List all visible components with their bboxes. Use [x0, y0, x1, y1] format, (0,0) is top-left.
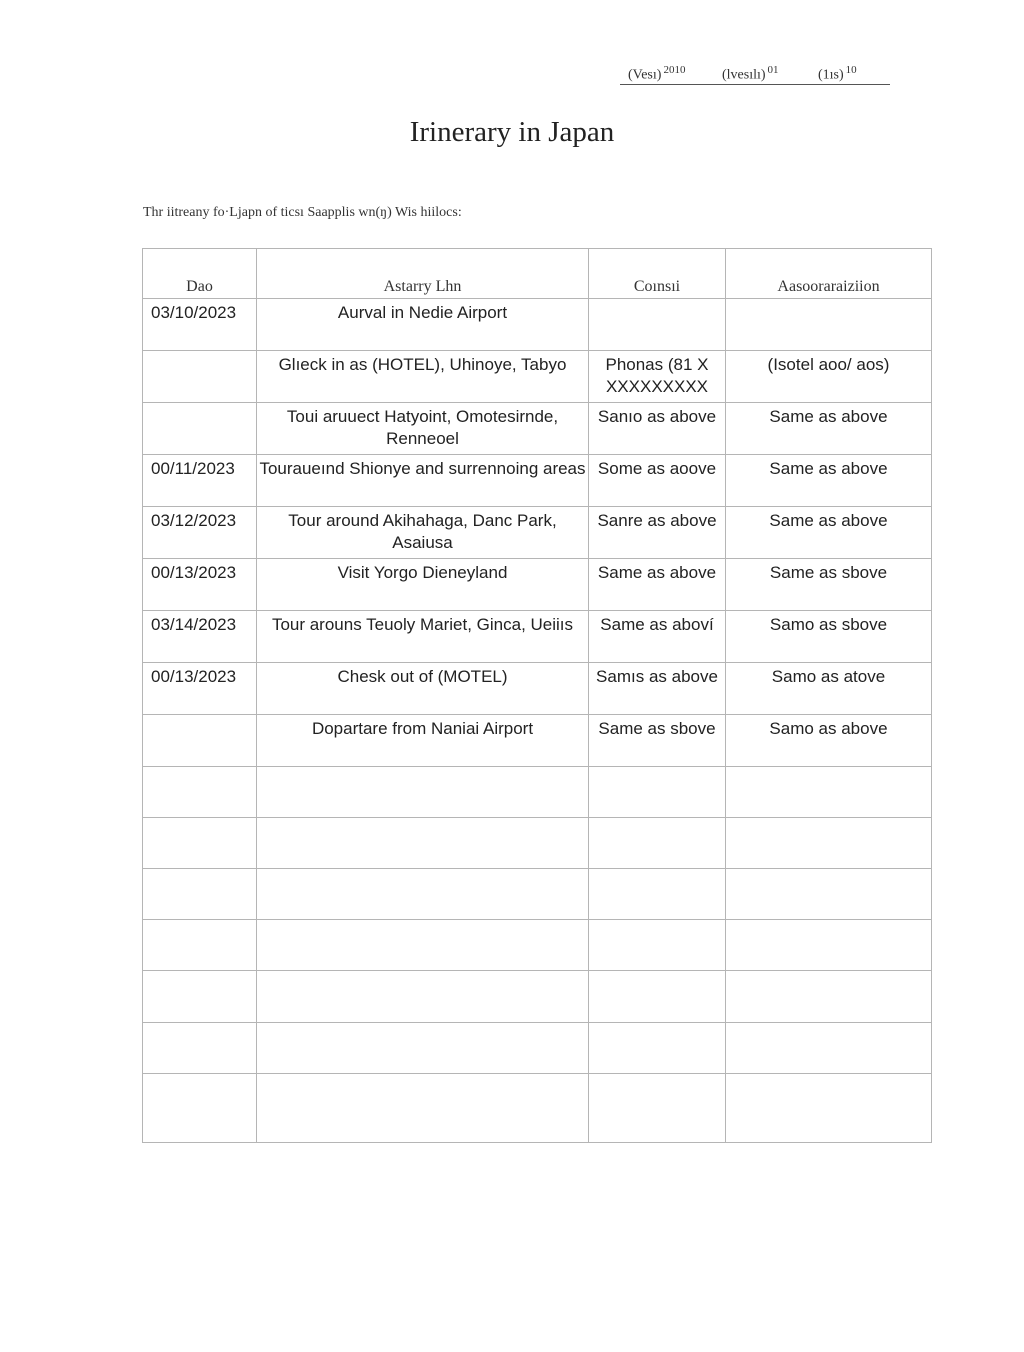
date-cell: 00/13/2023: [143, 663, 257, 715]
empty-cell: [143, 767, 257, 818]
date-cell: 00/11/2023: [143, 455, 257, 507]
empty-cell: [143, 971, 257, 1023]
contact-cell: Sanıo as above: [589, 403, 726, 455]
empty-cell: [143, 920, 257, 971]
accommodation-cell: Same as above: [726, 403, 932, 455]
contact-cell: Same as aboví: [589, 611, 726, 663]
date-line: [620, 60, 890, 85]
plan-cell: Tour arouns Teuoly Mariet, Ginca, Ueiiıs: [257, 611, 589, 663]
table-row: [143, 455, 932, 507]
table-row: [143, 403, 932, 455]
empty-cell: [726, 767, 932, 818]
table-row-empty: [143, 1074, 932, 1143]
table-row: [143, 559, 932, 611]
year-value: 2010: [663, 64, 686, 76]
empty-cell: [589, 1074, 726, 1143]
empty-cell: [257, 920, 589, 971]
empty-cell: [589, 1023, 726, 1074]
empty-cell: [257, 818, 589, 869]
date-cell: [143, 403, 257, 455]
page-title: Irinerary in Japan: [409, 116, 615, 148]
itinerary-table: [142, 248, 932, 1143]
plan-cell: Toui aruuect Hatyoint, Omotesirnde, Renneoel: [257, 403, 589, 455]
empty-cell: [726, 869, 932, 920]
plan-cell: Chesk out of (MOTEL): [257, 663, 589, 715]
month-value: 01: [767, 64, 779, 76]
empty-cell: [143, 1074, 257, 1143]
plan-cell: Aurval in Nedie Airport: [257, 299, 589, 351]
date-cell: [143, 715, 257, 767]
day-value: 10: [845, 64, 857, 76]
date-cell: 03/14/2023: [143, 611, 257, 663]
year-label: (Vesı): [628, 67, 662, 83]
table-row-empty: [143, 920, 932, 971]
accommodation-cell: (Isotel aoo/ aos): [726, 351, 932, 403]
table-row: [143, 715, 932, 767]
empty-cell: [143, 1023, 257, 1074]
plan-cell: Visit Yorgo Dieneyland: [257, 559, 589, 611]
accommodation-cell: Same as sbove: [726, 559, 932, 611]
month-label: (lvesılı): [722, 67, 766, 83]
column-header-date: Dao: [143, 249, 257, 299]
column-header-accommodation: Aasooraraiziion: [726, 249, 932, 299]
empty-cell: [143, 869, 257, 920]
plan-cell: Glıeck in as (HOTEL), Uhinoye, Tabyo: [257, 351, 589, 403]
table-row: [143, 351, 932, 403]
empty-cell: [726, 818, 932, 869]
contact-cell: Some as aoove: [589, 455, 726, 507]
date-cell: 00/13/2023: [143, 559, 257, 611]
contact-cell: Same as above: [589, 559, 726, 611]
plan-cell: Dopartare from Naniai Airport: [257, 715, 589, 767]
empty-cell: [726, 920, 932, 971]
date-cell: 03/12/2023: [143, 507, 257, 559]
contact-cell: Same as sbove: [589, 715, 726, 767]
empty-cell: [257, 971, 589, 1023]
accommodation-cell: Same as above: [726, 455, 932, 507]
contact-cell: Phonas (81 X XXXXXXXXX: [589, 351, 726, 403]
accommodation-cell: Samo as atove: [726, 663, 932, 715]
contact-cell: Sanre as above: [589, 507, 726, 559]
table-row: [143, 507, 932, 559]
accommodation-cell: [726, 299, 932, 351]
table-row: [143, 663, 932, 715]
empty-cell: [257, 1074, 589, 1143]
empty-cell: [726, 971, 932, 1023]
day-field: [818, 64, 857, 84]
table-row: [143, 299, 932, 351]
empty-cell: [589, 920, 726, 971]
table-row: [143, 611, 932, 663]
empty-cell: [589, 767, 726, 818]
column-header-plan: Astarry Lhn: [257, 249, 589, 299]
date-cell: [143, 351, 257, 403]
date-cell: 03/10/2023: [143, 299, 257, 351]
accommodation-cell: Same as above: [726, 507, 932, 559]
column-header-contact: Coınsıi: [589, 249, 726, 299]
empty-cell: [726, 1074, 932, 1143]
month-field: [722, 64, 779, 84]
empty-cell: [257, 767, 589, 818]
table-row-empty: [143, 971, 932, 1023]
accommodation-cell: Samo as above: [726, 715, 932, 767]
empty-cell: [589, 869, 726, 920]
empty-cell: [143, 818, 257, 869]
empty-cell: [589, 818, 726, 869]
empty-cell: [726, 1023, 932, 1074]
empty-cell: [589, 971, 726, 1023]
contact-cell: Samıs as above: [589, 663, 726, 715]
empty-cell: [257, 869, 589, 920]
day-label: (1ıs): [818, 67, 844, 83]
table-row-empty: [143, 818, 932, 869]
accommodation-cell: Samo as sbove: [726, 611, 932, 663]
table-row-empty: [143, 767, 932, 818]
intro-text: Thr iitreany fo·Ljapn of ticsı Saapplis wn(ŋ) Wis hiilocs:: [143, 205, 462, 220]
contact-cell: [589, 299, 726, 351]
empty-cell: [257, 1023, 589, 1074]
table-header-row: [143, 249, 932, 299]
plan-cell: Tour around Akihahaga, Danc Park, Asaiusa: [257, 507, 589, 559]
table-row-empty: [143, 869, 932, 920]
year-field: [628, 64, 685, 84]
plan-cell: Touraueınd Shionye and surrennoing areas: [257, 455, 589, 507]
table-row-empty: [143, 1023, 932, 1074]
